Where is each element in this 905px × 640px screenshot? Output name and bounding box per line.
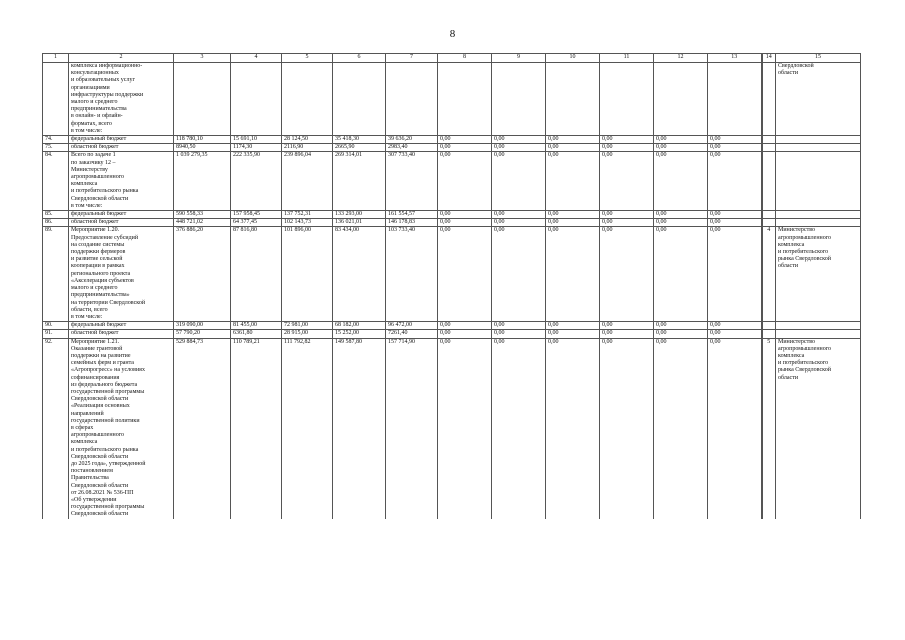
column-header-8: 8 — [438, 54, 492, 63]
cell-item-name: Мероприятие 1.20. Предоставление субсидий на создание системы поддержки фермеров и развитие сельской кооперации в рамках регионального проекта «Акселерация субъектов малого и среднего предпринимательства» на территории Свердловской области, всего в том числе: — [69, 227, 174, 322]
cell-executor — [776, 322, 861, 330]
cell-year-2030: 0,00 — [708, 330, 762, 338]
cell-year-2024: 161 554,57 — [386, 211, 438, 219]
cell-year-2024: 307 733,40 — [386, 152, 438, 211]
cell-year-2029: 0,00 — [654, 152, 708, 211]
cell-year-2024 — [386, 63, 438, 136]
cell-year-2029: 0,00 — [654, 136, 708, 144]
cell-year-2030: 0,00 — [708, 136, 762, 144]
cell-year-2023: 149 587,80 — [333, 338, 386, 519]
cell-year-2027: 0,00 — [546, 211, 600, 219]
cell-year-2030: 0,00 — [708, 338, 762, 519]
cell-row-number: 86. — [43, 219, 69, 227]
cell-total: 319 090,00 — [174, 322, 231, 330]
cell-year-2029: 0,00 — [654, 219, 708, 227]
cell-year-2023: 15 252,00 — [333, 330, 386, 338]
cell-year-2026 — [492, 63, 546, 136]
cell-year-2021: 222 335,90 — [231, 152, 282, 211]
cell-year-2026: 0,00 — [492, 144, 546, 152]
cell-executor — [776, 136, 861, 144]
cell-row-number: 74. — [43, 136, 69, 144]
cell-year-2028: 0,00 — [600, 136, 654, 144]
cell-year-2025: 0,00 — [438, 338, 492, 519]
table-row — [43, 330, 861, 338]
cell-item-name: областной бюджет — [69, 330, 174, 338]
cell-year-2026: 0,00 — [492, 338, 546, 519]
cell-row-number: 75. — [43, 144, 69, 152]
cell-row-number: 90. — [43, 322, 69, 330]
cell-year-2029: 0,00 — [654, 330, 708, 338]
cell-year-2030 — [708, 63, 762, 136]
cell-year-2030: 0,00 — [708, 322, 762, 330]
cell-year-2024: 96 472,00 — [386, 322, 438, 330]
cell-year-2029: 0,00 — [654, 227, 708, 322]
column-header-7: 7 — [386, 54, 438, 63]
cell-year-2027: 0,00 — [546, 322, 600, 330]
cell-year-2021: 15 691,10 — [231, 136, 282, 144]
cell-target-ref — [762, 63, 776, 136]
cell-year-2022: 137 752,31 — [282, 211, 333, 219]
cell-executor: Министерство агропромышленного комплекса и потребительского рынка Свердловской области — [776, 227, 861, 322]
cell-year-2027 — [546, 63, 600, 136]
cell-total: 57 790,20 — [174, 330, 231, 338]
cell-year-2028: 0,00 — [600, 330, 654, 338]
cell-year-2028: 0,00 — [600, 211, 654, 219]
column-header-15: 15 — [776, 54, 861, 63]
cell-year-2029: 0,00 — [654, 144, 708, 152]
cell-year-2022: 239 896,04 — [282, 152, 333, 211]
cell-year-2023 — [333, 63, 386, 136]
cell-executor — [776, 152, 861, 211]
cell-year-2028: 0,00 — [600, 227, 654, 322]
cell-year-2027: 0,00 — [546, 227, 600, 322]
cell-year-2022: 2116,90 — [282, 144, 333, 152]
cell-year-2027: 0,00 — [546, 152, 600, 211]
cell-row-number: 92. — [43, 338, 69, 519]
cell-executor — [776, 211, 861, 219]
cell-year-2030: 0,00 — [708, 227, 762, 322]
column-header-14: 14 — [762, 54, 776, 63]
cell-year-2023: 83 434,00 — [333, 227, 386, 322]
cell-year-2023: 136 021,01 — [333, 219, 386, 227]
cell-row-number: 91. — [43, 330, 69, 338]
cell-target-ref — [762, 136, 776, 144]
cell-year-2021: 81 455,00 — [231, 322, 282, 330]
cell-item-name: областной бюджет — [69, 219, 174, 227]
cell-year-2028 — [600, 63, 654, 136]
column-header-9: 9 — [492, 54, 546, 63]
table-row — [43, 338, 861, 519]
cell-total: 8940,50 — [174, 144, 231, 152]
cell-year-2027: 0,00 — [546, 219, 600, 227]
cell-total: 376 886,20 — [174, 227, 231, 322]
cell-year-2024: 7261,40 — [386, 330, 438, 338]
cell-year-2025: 0,00 — [438, 227, 492, 322]
cell-year-2021: 64 377,45 — [231, 219, 282, 227]
cell-total: 529 884,73 — [174, 338, 231, 519]
cell-year-2024: 157 714,90 — [386, 338, 438, 519]
cell-year-2026: 0,00 — [492, 152, 546, 211]
cell-year-2025: 0,00 — [438, 144, 492, 152]
cell-year-2025 — [438, 63, 492, 136]
cell-target-ref — [762, 211, 776, 219]
cell-year-2023: 269 314,01 — [333, 152, 386, 211]
cell-year-2025: 0,00 — [438, 219, 492, 227]
column-header-4: 4 — [231, 54, 282, 63]
cell-year-2028: 0,00 — [600, 322, 654, 330]
cell-year-2030: 0,00 — [708, 152, 762, 211]
cell-year-2022: 28 915,00 — [282, 330, 333, 338]
cell-target-ref — [762, 322, 776, 330]
cell-year-2026: 0,00 — [492, 136, 546, 144]
cell-year-2021: 6361,80 — [231, 330, 282, 338]
table-row — [43, 219, 861, 227]
cell-total — [174, 63, 231, 136]
cell-year-2024: 39 636,20 — [386, 136, 438, 144]
column-header-2: 2 — [69, 54, 174, 63]
cell-year-2027: 0,00 — [546, 330, 600, 338]
cell-year-2030: 0,00 — [708, 219, 762, 227]
cell-year-2027: 0,00 — [546, 136, 600, 144]
cell-target-ref — [762, 219, 776, 227]
cell-year-2027: 0,00 — [546, 338, 600, 519]
cell-year-2024: 103 733,40 — [386, 227, 438, 322]
cell-row-number: 84. — [43, 152, 69, 211]
cell-executor: Свердловской области — [776, 63, 861, 136]
cell-item-name: областной бюджет — [69, 144, 174, 152]
column-header-3: 3 — [174, 54, 231, 63]
cell-executor — [776, 330, 861, 338]
column-header-1: 1 — [43, 54, 69, 63]
cell-year-2023: 68 182,00 — [333, 322, 386, 330]
cell-item-name: комплекса информационно- консультационных и образовательных услуг организациями инфраструктуры поддержки малого и среднего предпринимательства в онлайн- и офлайн- форматах, всего в том числе: — [69, 63, 174, 136]
cell-item-name: федеральный бюджет — [69, 136, 174, 144]
cell-year-2028: 0,00 — [600, 338, 654, 519]
budget-table — [42, 53, 861, 519]
cell-year-2022: 102 143,73 — [282, 219, 333, 227]
cell-total: 448 721,02 — [174, 219, 231, 227]
cell-item-name: федеральный бюджет — [69, 211, 174, 219]
cell-year-2025: 0,00 — [438, 330, 492, 338]
column-header-11: 11 — [600, 54, 654, 63]
cell-year-2029: 0,00 — [654, 338, 708, 519]
cell-year-2026: 0,00 — [492, 322, 546, 330]
table-row — [43, 322, 861, 330]
cell-year-2024: 146 178,83 — [386, 219, 438, 227]
cell-year-2022: 72 981,00 — [282, 322, 333, 330]
cell-total: 1 039 279,35 — [174, 152, 231, 211]
header-row — [43, 54, 861, 63]
column-header-10: 10 — [546, 54, 600, 63]
cell-year-2026: 0,00 — [492, 211, 546, 219]
cell-year-2025: 0,00 — [438, 322, 492, 330]
cell-executor: Министерство агропромышленного комплекса и потребительского рынка Свердловской области — [776, 338, 861, 519]
cell-row-number: 89. — [43, 227, 69, 322]
table-row — [43, 152, 861, 211]
cell-year-2027: 0,00 — [546, 144, 600, 152]
table-row — [43, 227, 861, 322]
table-row — [43, 144, 861, 152]
cell-year-2023: 133 293,00 — [333, 211, 386, 219]
cell-year-2028: 0,00 — [600, 219, 654, 227]
cell-target-ref — [762, 330, 776, 338]
cell-year-2028: 0,00 — [600, 144, 654, 152]
cell-year-2021: 157 958,45 — [231, 211, 282, 219]
cell-year-2029 — [654, 63, 708, 136]
cell-item-name: федеральный бюджет — [69, 322, 174, 330]
cell-year-2025: 0,00 — [438, 152, 492, 211]
cell-year-2025: 0,00 — [438, 211, 492, 219]
table-row — [43, 136, 861, 144]
cell-year-2021 — [231, 63, 282, 136]
cell-year-2023: 2665,90 — [333, 144, 386, 152]
cell-target-ref: 5 — [762, 338, 776, 519]
cell-executor — [776, 144, 861, 152]
cell-target-ref — [762, 144, 776, 152]
cell-year-2030: 0,00 — [708, 144, 762, 152]
cell-year-2023: 35 418,30 — [333, 136, 386, 144]
cell-row-number: 85. — [43, 211, 69, 219]
cell-year-2026: 0,00 — [492, 330, 546, 338]
cell-year-2022: 111 792,82 — [282, 338, 333, 519]
cell-total: 590 558,33 — [174, 211, 231, 219]
cell-item-name: Мероприятие 1.21. Оказание грантовой поддержки на развитие семейных ферм и гранта «Агропрогресс» на условиях софинансирования из федерального бюджета государственной программы Свердловской области «Реализация основных направлений государственной политики в сферах агропромышленного комплекса и потребительского рынка Свердловской области до 2025 года», утвержденной постановлением Правительства Свердловской области от 26.08.2021 № 536-ПП «Об утверждении государственной программы Свердловской области — [69, 338, 174, 519]
page-number: 8 — [449, 28, 456, 40]
cell-year-2022: 101 896,00 — [282, 227, 333, 322]
cell-year-2026: 0,00 — [492, 227, 546, 322]
cell-year-2024: 2983,40 — [386, 144, 438, 152]
table-row — [43, 63, 861, 136]
cell-executor — [776, 219, 861, 227]
cell-year-2021: 1174,30 — [231, 144, 282, 152]
cell-year-2029: 0,00 — [654, 322, 708, 330]
cell-year-2026: 0,00 — [492, 219, 546, 227]
column-header-5: 5 — [282, 54, 333, 63]
cell-target-ref: 4 — [762, 227, 776, 322]
cell-row-number — [43, 63, 69, 136]
cell-year-2025: 0,00 — [438, 136, 492, 144]
cell-item-name: Всего по задаче 1 по заказчику 12 – Министерству агропромышленного комплекса и потребительского рынка Свердловской области в том числе: — [69, 152, 174, 211]
cell-year-2029: 0,00 — [654, 211, 708, 219]
cell-target-ref — [762, 152, 776, 211]
table-row — [43, 211, 861, 219]
cell-year-2021: 110 789,21 — [231, 338, 282, 519]
cell-total: 118 780,10 — [174, 136, 231, 144]
column-header-12: 12 — [654, 54, 708, 63]
column-header-13: 13 — [708, 54, 762, 63]
cell-year-2022: 28 124,50 — [282, 136, 333, 144]
cell-year-2030: 0,00 — [708, 211, 762, 219]
cell-year-2028: 0,00 — [600, 152, 654, 211]
cell-year-2022 — [282, 63, 333, 136]
cell-year-2021: 87 816,80 — [231, 227, 282, 322]
column-header-6: 6 — [333, 54, 386, 63]
